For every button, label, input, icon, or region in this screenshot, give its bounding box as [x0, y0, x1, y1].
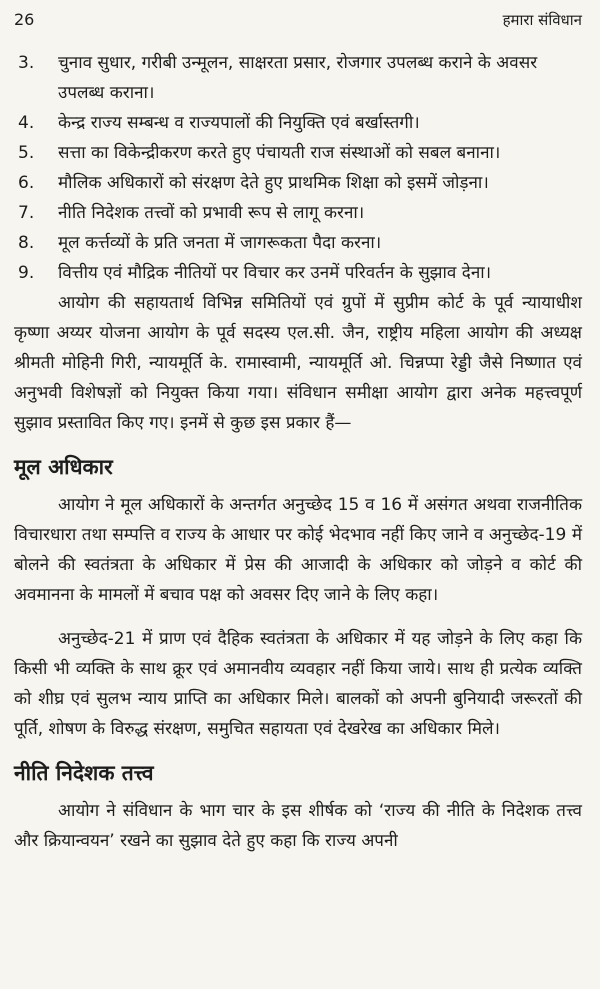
list-item-number: 4. [18, 113, 35, 133]
list-item [14, 48, 582, 108]
commission-paragraph: आयोग की सहायतार्थ विभिन्न समितियों एवं ग्रुपों में सुप्रीम कोर्ट के पूर्व न्यायाधीश कृष्णा अय्यर योजना आयोग के पूर्व सदस्य एल.सी. जैन, राष्ट्रीय महिला आयोग की अध्यक्ष श्रीमती मोहिनी गिरी, न्यायमूर्ति के. रामास्वामी, न्यायमूर्ति ओ. चिन्नप्पा रेड्डी जैसे निष्णात एवं अनुभवी विशेषज्ञों को नियुक्त किया गया। संविधान समीक्षा आयोग द्वारा अनेक महत्त्वपूर्ण सुझाव प्रस्तावित किए गए। इनमें से कुछ इस प्रकार हैं— [14, 293, 582, 433]
list-item [14, 228, 582, 258]
list-item [14, 138, 582, 168]
list-item-text: वित्तीय एवं मौद्रिक नीतियों पर विचार कर उनमें परिवर्तन के सुझाव देना। [58, 263, 492, 283]
directive-principles-paragraph-1: आयोग ने संविधान के भाग चार के इस शीर्षक को ‘राज्य की नीति के निदेशक तत्त्व और क्रियान्वयन’ रखने का सुझाव देते हुए कहा कि राज्य अपनी [14, 801, 582, 851]
list-item [14, 198, 582, 228]
list-item-number: 7. [18, 203, 35, 223]
list-item [14, 168, 582, 198]
list-item-number: 8. [18, 233, 35, 253]
paragraph-gap [14, 610, 582, 624]
list-item-text: केन्द्र राज्य सम्बन्ध व राज्यपालों की नियुक्ति एवं बर्खास्तगी। [58, 113, 420, 133]
fundamental-rights-paragraph-2: अनुच्छेद-21 में प्राण एवं दैहिक स्वतंत्रता के अधिकार में यह जोड़ने के लिए कहा कि किसी भी व्यक्ति के साथ क्रूर एवं अमानवीय व्यवहार नहीं किया जाये। साथ ही प्रत्येक व्यक्ति को शीघ्र एवं सुलभ न्याय प्राप्ति का अधिकार मिले। बालकों को अपनी बुनियादी जरूरतों की पूर्ति, शोषण के विरुद्ध संरक्षण, समुचित सहायता एवं देखरेख का अधिकार मिले। [14, 629, 582, 739]
suggestion-list [14, 48, 582, 288]
fundamental-rights-paragraph-1: आयोग ने मूल अधिकारों के अन्तर्गत अनुच्छेद 15 व 16 में असंगत अथवा राजनीतिक विचारधारा तथा सम्पत्ति व राज्य के आधार पर कोई भेदभाव नहीं किए जाने व अनुच्छेद-19 में बोलने की स्वतंत्रता के अधिकार में प्रेस की आजादी के अधिकार को जोड़ने व कोर्ट की अवमानना के मामलों में बचाव पक्ष को अवसर दिए जाने के लिए कहा। [14, 495, 582, 605]
section-heading-directive-principles: नीति निदेशक तत्त्व [14, 761, 154, 785]
list-item-text: मौलिक अधिकारों को संरक्षण देते हुए प्राथमिक शिक्षा को इसमें जोड़ना। [58, 173, 489, 193]
list-item-text: मूल कर्त्तव्यों के प्रति जनता में जागरूकता पैदा करना। [58, 233, 382, 253]
page-number: 26 [14, 10, 35, 29]
list-item-text: चुनाव सुधार, गरीबी उन्मूलन, साक्षरता प्रसार, रोजगार उपलब्ध कराने के अवसर उपलब्ध कराना। [58, 53, 538, 103]
running-title: हमारा संविधान [502, 11, 582, 29]
section-heading-fundamental-rights: मूल अधिकार [14, 455, 113, 479]
list-item [14, 108, 582, 138]
list-item-number: 9. [18, 263, 35, 283]
list-item-text: नीति निदेशक तत्त्वों को प्रभावी रूप से लागू करना। [58, 203, 365, 223]
list-item-number: 6. [18, 173, 35, 193]
page-header [14, 10, 582, 40]
list-item-text: सत्ता का विकेन्द्रीकरण करते हुए पंचायती राज संस्थाओं को सबल बनाना। [58, 143, 501, 163]
list-item [14, 258, 582, 288]
list-item-number: 3. [18, 53, 35, 73]
list-item-number: 5. [18, 143, 35, 163]
